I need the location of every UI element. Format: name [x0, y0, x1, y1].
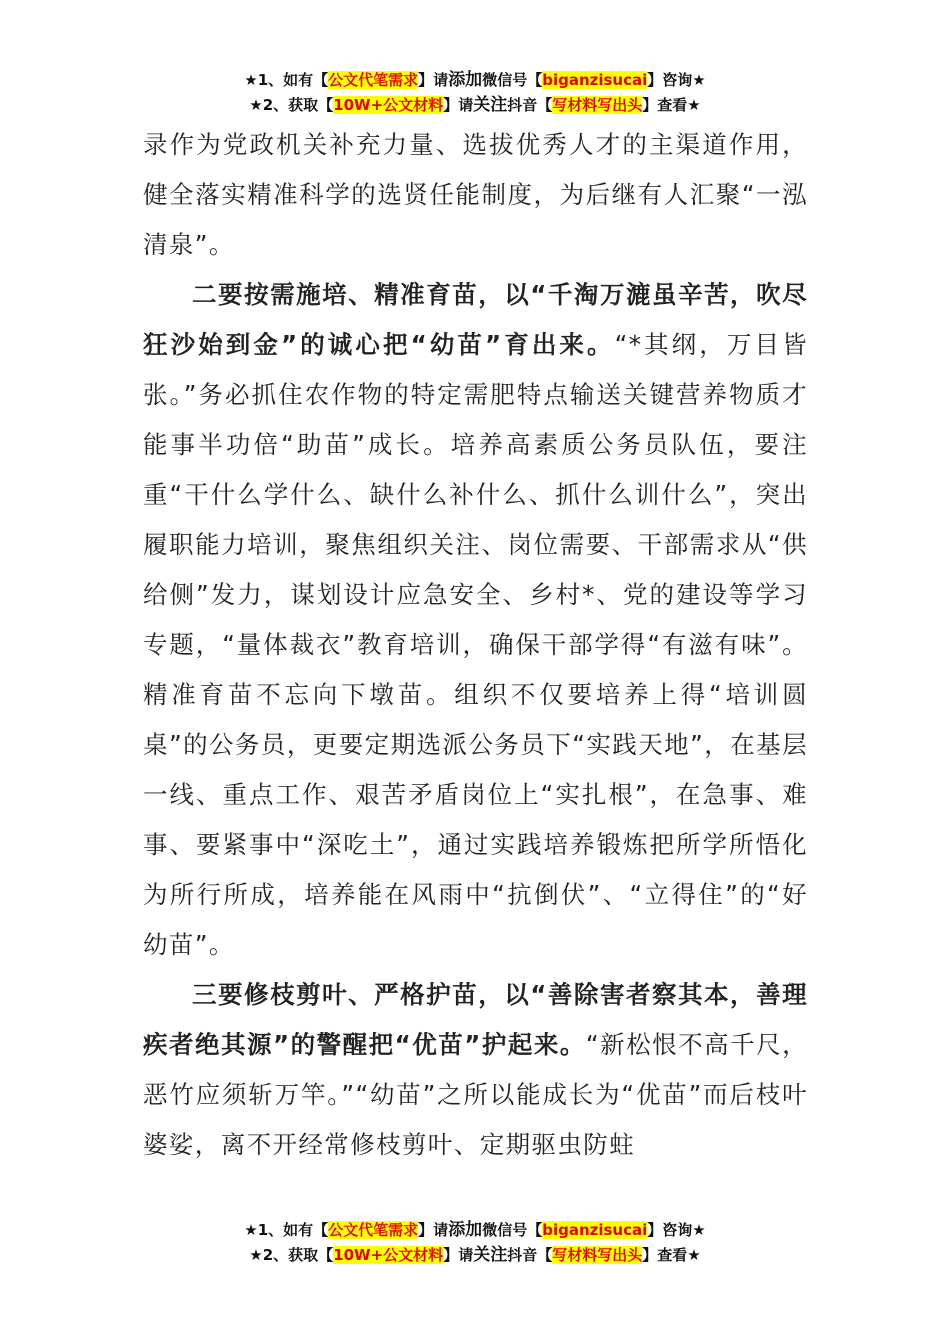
wechat-id: biganzisucai	[542, 1221, 648, 1239]
highlight-materials: 10W+公文材料	[333, 96, 444, 114]
paragraph-3	[143, 970, 808, 1170]
highlight-service: 公文代笔需求	[328, 71, 419, 89]
header-banner	[0, 68, 950, 118]
header-banner-line1: ★1、如有【公文代笔需求】请添加微信号【biganzisucai】咨询★	[244, 70, 706, 90]
wechat-id: biganzisucai	[542, 71, 648, 89]
paragraph-3-text: “新松恨不高千尺，恶竹应须斩万竿。”“幼苗”之所以能成长为“优苗”而后枝叶婆娑，离不开经常修枝剪叶、定期驱虫防蛀	[143, 1030, 808, 1159]
highlight-service: 公文代笔需求	[328, 1221, 419, 1239]
paragraph-2	[143, 270, 808, 970]
paragraph-3-heading: 三要修枝剪叶、严格护苗，以“善除害者察其本，善理疾者绝其源”的警醒把“优苗”护起来。	[143, 980, 808, 1059]
douyin-account: 写材料写出头	[552, 96, 643, 114]
footer-banner-line1: ★1、如有【公文代笔需求】请添加微信号【biganzisucai】咨询★	[244, 1220, 706, 1240]
paragraph-2-text: “*其纲，万目皆张。”务必抓住农作物的特定需肥特点输送关键营养物质才能事半功倍“助苗”成长。培养高素质公务员队伍，要注重“干什么学什么、缺什么补什么、抓什么训什么”，突出履职能力培训，聚焦组织关注、岗位需要、干部需求从“供给侧”发力，谋划设计应急安全、乡村*、党的建设等学习专题，“量体裁衣”教育培训，确保干部学得“有滋有味”。精准育苗不忘向下墩苗。组织不仅要培养上得“培训圆桌”的公务员，更要定期选派公务员下“实践天地”，在基层一线、重点工作、艰苦矛盾岗位上“实扎根”，在急事、难事、要紧事中“深吃土”，通过实践培养锻炼把所学所悟化为所行所成，培养能在风雨中“抗倒伏”、“立得住”的“好幼苗”。	[143, 330, 808, 959]
document-body	[143, 120, 808, 1170]
douyin-account: 写材料写出头	[552, 1246, 643, 1264]
highlight-materials: 10W+公文材料	[333, 1246, 444, 1264]
paragraph-1: 录作为党政机关补充力量、选拔优秀人才的主渠道作用，健全落实精准科学的选贤任能制度，为后继有人汇聚“一泓清泉”。	[143, 130, 808, 259]
paragraph-2-heading: 二要按需施培、精准育苗，以“千淘万漉虽辛苦，吹尽狂沙始到金”的诚心把“幼苗”育出来。	[143, 280, 808, 359]
footer-banner	[0, 1218, 950, 1268]
header-banner-line2: ★2、获取【10W+公文材料】请关注抖音【写材料写出头】查看★	[249, 95, 701, 115]
footer-banner-line2: ★2、获取【10W+公文材料】请关注抖音【写材料写出头】查看★	[249, 1245, 701, 1265]
